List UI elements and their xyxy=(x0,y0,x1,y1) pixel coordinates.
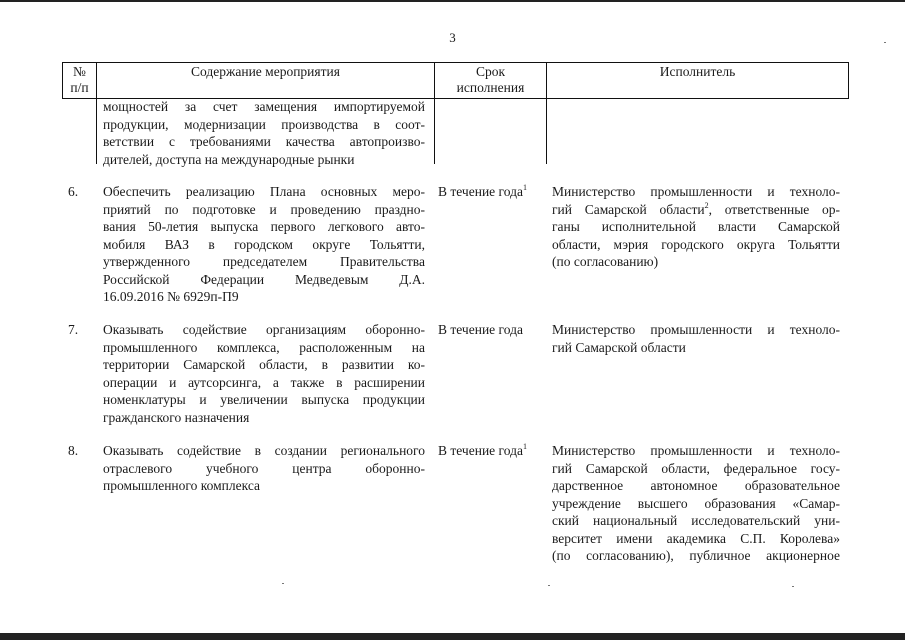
table-header xyxy=(62,62,849,99)
footnote-mark: 1 xyxy=(522,183,527,192)
scan-edge-bottom xyxy=(0,633,905,640)
row-number: 7. xyxy=(68,322,79,337)
row-executor: Министерство промышленности и техноло- гий Самарской области xyxy=(552,322,840,355)
row-number: 6. xyxy=(68,184,79,199)
row-deadline: В течение года xyxy=(438,322,523,337)
row-number: 8. xyxy=(68,443,79,458)
continuation-text: мощностей за счет замещения импортируемой продукции, модернизации производства в соот- ветствии с требованиями качества автопроизво- дителей, доступа на международные рынки xyxy=(103,99,425,167)
row-executor: Министерство промышленности и техноло- гий Самарской области$^2$, ответственные ор- ганы исполнительной власти Самарской области, мэрия городского округа Тольятти (по согласованию) xyxy=(552,184,840,269)
scan-speck xyxy=(792,586,794,587)
header-deadline: Срок исполнения xyxy=(435,63,547,99)
header-executor: Исполнитель xyxy=(547,63,849,99)
header-num: № п/п xyxy=(63,63,97,99)
row-deadline: В течение года$^1$ xyxy=(438,442,527,458)
footnote-mark: 1 xyxy=(522,442,527,451)
column-divider xyxy=(434,96,435,164)
scan-speck xyxy=(548,585,550,586)
row-content: Обеспечить реализацию Плана основных меро- приятий по подготовке и проведению праздно- вания 50-летия выпуска первого легкового авто- мобиля ВАЗ в городском округе Тольятти, утвержденного председателем Правительства Российской Федерации Медведевым Д.А. 16.09.2016 № 6929п-П9 xyxy=(103,184,425,304)
row-content: Оказывать содействие организациям оборонно- промышленного комплекса, расположенным на территории Самарской области, в развитии ко- операции и аутсорсинга, а также в расширении номенклатуры и увеличении выпуска продукции гражданского назначения xyxy=(103,322,425,425)
column-divider xyxy=(546,96,547,164)
header-content: Содержание мероприятия xyxy=(97,63,435,99)
row-executor: Министерство промышленности и техноло- гий Самарской области, федеральное госу- дарственное автономное образовательное учреждение высшего образования «Самар- ский национальный исследовательский уни- верситет имени академика С.П. Королева» (по согласованию), публичное акционерное xyxy=(552,443,840,563)
footnote-mark: 2 xyxy=(704,200,709,210)
scan-speck xyxy=(282,583,284,584)
row-content: Оказывать содействие в создании регионального отраслевого учебного центра оборонно- промышленного комплекса xyxy=(103,443,425,493)
scan-speck xyxy=(884,42,886,43)
page-number: 3 xyxy=(449,30,456,45)
column-divider xyxy=(96,96,97,164)
row-deadline: В течение года$^1$ xyxy=(438,183,527,199)
scan-edge-top xyxy=(0,0,905,2)
